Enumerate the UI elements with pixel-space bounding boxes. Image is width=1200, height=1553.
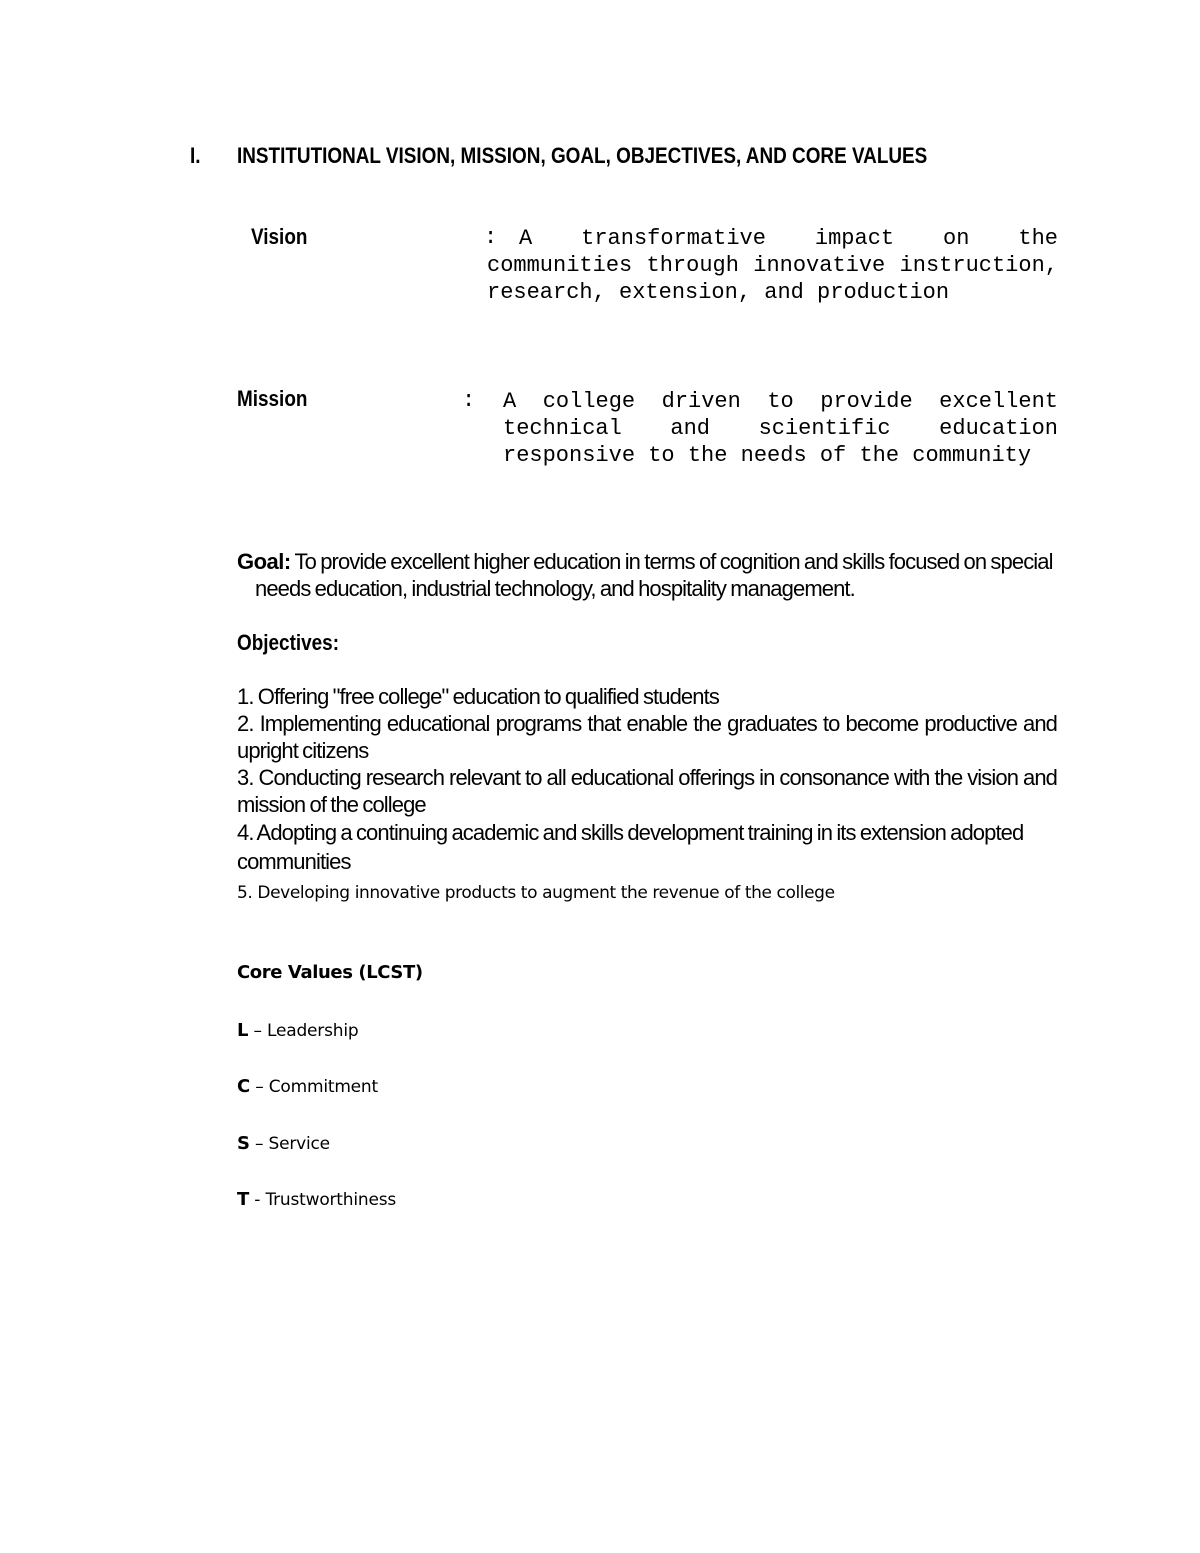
goal-label: Goal:	[237, 549, 291, 574]
core-value-letter: C	[237, 1076, 251, 1097]
core-value-text: Trustworthiness	[265, 1190, 397, 1210]
core-value-service	[237, 1133, 330, 1154]
mission-text: A college driven to provide excellent technical and scientific education responsive to the needs of the community	[503, 389, 1058, 468]
core-value-separator: –	[248, 1021, 267, 1041]
mission-colon: :	[462, 388, 476, 413]
core-value-commitment	[237, 1076, 378, 1097]
objectives-heading: Objectives:	[237, 630, 340, 655]
core-value-letter: S	[237, 1133, 250, 1154]
goal-paragraph	[237, 548, 1075, 602]
objective-item: 2. Implementing educational programs that enable the graduates to become productive and upright citizens	[237, 711, 1057, 763]
core-value-leadership	[237, 1020, 358, 1041]
section-title: INSTITUTIONAL VISION, MISSION, GOAL, OBJECTIVES, AND CORE VALUES	[237, 143, 928, 168]
core-value-text: Leadership	[267, 1021, 359, 1041]
objective-item: 3. Conducting research relevant to all educational offerings in consonance with the vision and mission of the college	[237, 765, 1057, 817]
goal-text: To provide excellent higher education in terms of cognition and skills focused on special needs education, industrial technology, and hospitality management.	[255, 549, 1053, 601]
vision-text: A transformative impact on the communities through innovative instruction, research, extension, and production	[487, 226, 1058, 305]
objectives-list	[237, 683, 1057, 907]
core-value-trustworthiness	[237, 1189, 396, 1210]
section-number: I.	[190, 143, 201, 168]
core-value-text: Commitment	[268, 1077, 378, 1097]
core-value-separator: –	[250, 1077, 269, 1097]
vision-label: Vision	[251, 224, 308, 249]
objective-item: 4. Adopting a continuing academic and skills development training in its extension adopted communities	[237, 820, 1024, 874]
objective-item: 5. Developing innovative products to augment the revenue of the college	[237, 883, 835, 903]
core-values-heading: Core Values (LCST)	[237, 962, 423, 983]
core-value-letter: L	[237, 1020, 249, 1041]
objective-item: 1. Offering "free college" education to qualified students	[237, 684, 719, 709]
core-value-separator: –	[249, 1134, 269, 1154]
core-value-text: Service	[268, 1134, 330, 1154]
core-value-separator: -	[249, 1190, 266, 1210]
core-value-letter: T	[237, 1189, 250, 1210]
mission-label: Mission	[237, 386, 308, 411]
vision-colon: :	[484, 225, 498, 250]
